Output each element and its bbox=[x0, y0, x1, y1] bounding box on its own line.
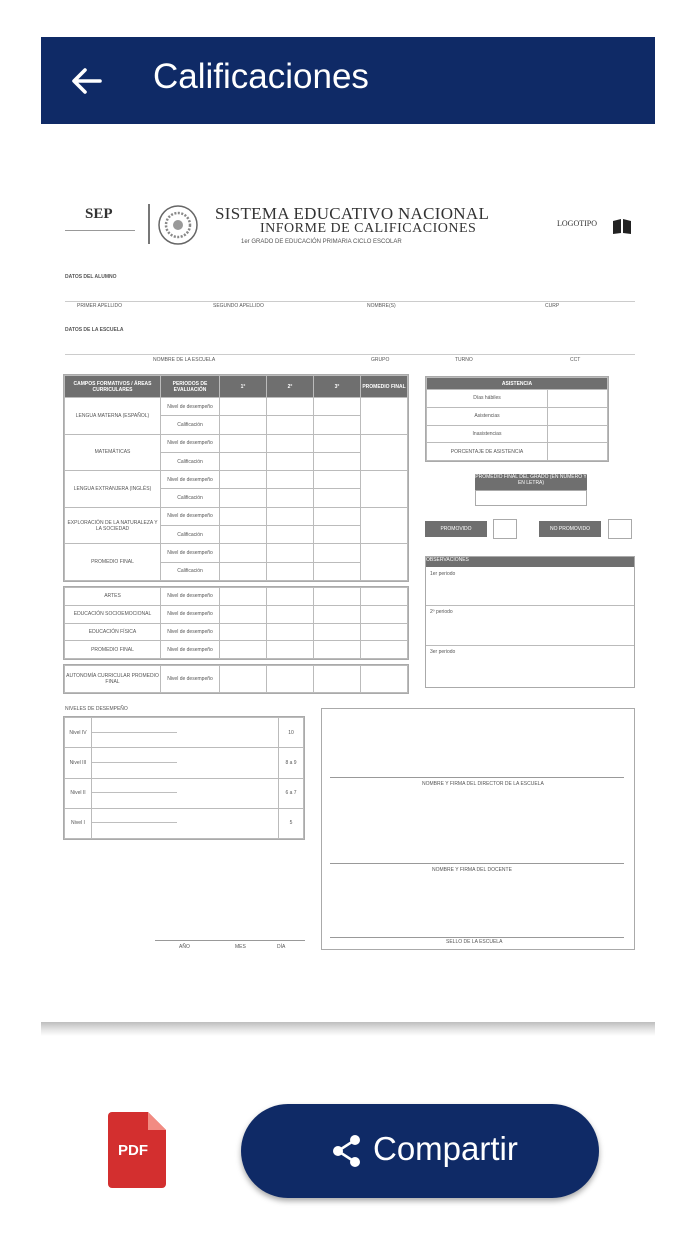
viewer-bottom-shadow bbox=[41, 1022, 655, 1036]
heading-sistema: SISTEMA EDUCATIVO NACIONAL bbox=[215, 204, 490, 223]
performance-title: NIVELES DE DESEMPEÑO bbox=[65, 706, 128, 712]
subject-autonomia: AUTONOMÍA CURRICULAR PROMEDIO FINAL bbox=[65, 666, 161, 693]
row-label: Calificación bbox=[161, 452, 220, 470]
observations-title: OBSERVACIONES bbox=[426, 557, 634, 567]
grades-header-p1: 1° bbox=[220, 376, 267, 398]
share-label: Compartir bbox=[373, 1130, 518, 1167]
heading-grado: 1er GRADO DE EDUCACIÓN PRIMARIA CICLO ESCOLAR bbox=[241, 239, 402, 245]
back-button[interactable] bbox=[67, 61, 107, 101]
alumno-line bbox=[65, 301, 635, 302]
attendance-title: ASISTENCIA bbox=[427, 378, 608, 390]
field-primer-apellido: PRIMER APELLIDO bbox=[77, 303, 123, 309]
subject-matematicas: MATEMÁTICAS bbox=[65, 434, 161, 471]
section-escuela: DATOS DE LA ESCUELA bbox=[65, 327, 124, 333]
personal-social-table bbox=[63, 586, 409, 660]
subject-ingles: LENGUA EXTRANJERA (INGLÉS) bbox=[65, 471, 161, 508]
observations-box bbox=[425, 556, 635, 688]
signature-sello: SELLO DE LA ESCUELA bbox=[446, 939, 503, 945]
grades-header-campos: CAMPOS FORMATIVOS / ÁREAS CURRICULARES bbox=[65, 376, 161, 398]
share-icon bbox=[331, 1134, 363, 1168]
section-alumno: DATOS DEL ALUMNO bbox=[65, 274, 117, 280]
observation-period-2: 2º periodo bbox=[430, 609, 453, 615]
attendance-row: Días hábiles bbox=[427, 390, 548, 408]
row-label: Nivel de desempeño bbox=[161, 623, 220, 641]
field-turno: TURNO bbox=[455, 357, 473, 363]
observation-period-3: 3er periodo bbox=[430, 649, 456, 655]
signature-director: NOMBRE Y FIRMA DEL DIRECTOR DE LA ESCUELA bbox=[422, 781, 544, 787]
grades-header-p2: 2° bbox=[267, 376, 314, 398]
autonomy-table bbox=[63, 664, 409, 694]
field-nombre-escuela: NOMBRE DE LA ESCUELA bbox=[153, 357, 216, 363]
header-divider bbox=[148, 204, 150, 244]
final-average-box bbox=[475, 490, 587, 506]
right-logo: LOGOTIPO bbox=[557, 219, 597, 228]
subject-socioemocional: EDUCACIÓN SOCIOEMOCIONAL bbox=[65, 605, 161, 623]
row-label: Nivel de desempeño bbox=[161, 641, 220, 659]
grades-header-final: PROMEDIO FINAL bbox=[361, 376, 408, 398]
report-card-document bbox=[55, 194, 645, 954]
page-title: Calificaciones bbox=[153, 57, 369, 96]
attendance-row: Asistencias bbox=[427, 407, 548, 425]
grades-header-p3: 3° bbox=[314, 376, 361, 398]
field-nombres: NOMBRE(S) bbox=[367, 303, 396, 309]
row-label: Nivel de desempeño bbox=[161, 588, 220, 606]
observation-separator bbox=[426, 605, 634, 606]
subject-exploracion: EXPLORACIÓN DE LA NATURALEZA Y LA SOCIEDAD bbox=[65, 507, 161, 544]
performance-table: Nivel IV ————————————————— 10 Nivel III ————————————————— 8 a 9 Nivel II ————————————————— 6 a 7 Nivel I ————————————————— 5 bbox=[63, 716, 305, 840]
row-label: Nivel de desempeño bbox=[161, 434, 220, 452]
grades-table bbox=[63, 374, 409, 582]
level-name: Nivel II bbox=[65, 778, 92, 808]
grades-header-periodos: PERIODOS DE EVALUACIÓN bbox=[161, 376, 220, 398]
promovido-label: PROMOVIDO bbox=[425, 521, 487, 537]
attendance-table bbox=[425, 376, 609, 462]
row-label: Calificación bbox=[161, 416, 220, 434]
sep-logo: SEP bbox=[85, 206, 113, 222]
level-range: 10 bbox=[279, 718, 304, 748]
subject-artes: ARTES bbox=[65, 588, 161, 606]
pdf-button[interactable] bbox=[108, 1112, 166, 1188]
level-range: 6 a 7 bbox=[279, 778, 304, 808]
field-curp: CURP bbox=[545, 303, 560, 309]
field-segundo-apellido: SEGUNDO APELLIDO bbox=[213, 303, 264, 309]
subject-lengua: LENGUA MATERNA (ESPAÑOL) bbox=[65, 398, 161, 435]
attendance-row: Inasistencias bbox=[427, 425, 548, 443]
row-label: Nivel de desempeño bbox=[161, 507, 220, 525]
seal-icon bbox=[157, 204, 199, 246]
subject-promedio: PROMEDIO FINAL bbox=[65, 544, 161, 581]
field-cct: CCT bbox=[570, 357, 581, 363]
signature-line bbox=[330, 777, 624, 778]
signature-line bbox=[330, 937, 624, 938]
level-range: 8 a 9 bbox=[279, 748, 304, 778]
book-icon bbox=[612, 217, 632, 235]
level-name: Nivel I bbox=[65, 808, 92, 838]
row-label: Nivel de desempeño bbox=[161, 666, 220, 693]
sep-logo-underline bbox=[65, 230, 135, 231]
no-promovido-label: NO PROMOVIDO bbox=[539, 521, 601, 537]
observation-period-1: 1er periodo bbox=[430, 571, 456, 577]
share-button[interactable] bbox=[241, 1104, 599, 1198]
row-label: Nivel de desempeño bbox=[161, 471, 220, 489]
heading-informe: INFORME DE CALIFICACIONES bbox=[260, 221, 477, 236]
row-label: Calificación bbox=[161, 562, 220, 580]
subject-promedio-2: PROMEDIO FINAL bbox=[65, 641, 161, 659]
date-month: MES bbox=[235, 944, 246, 950]
attendance-row: PORCENTAJE DE ASISTENCIA bbox=[427, 443, 548, 461]
escuela-line bbox=[65, 354, 635, 355]
row-label: Nivel de desempeño bbox=[161, 544, 220, 562]
signature-line bbox=[330, 863, 624, 864]
observation-separator bbox=[426, 645, 634, 646]
date-year: AÑO bbox=[179, 944, 190, 950]
row-label: Calificación bbox=[161, 526, 220, 544]
arrow-left-icon bbox=[67, 61, 107, 101]
date-day: DÍA bbox=[277, 944, 286, 950]
signature-panel bbox=[321, 708, 635, 950]
promovido-checkbox bbox=[493, 519, 517, 539]
field-grupo: GRUPO bbox=[371, 357, 390, 363]
date-line bbox=[155, 940, 305, 941]
signature-docente: NOMBRE Y FIRMA DEL DOCENTE bbox=[432, 867, 512, 873]
row-label: Nivel de desempeño bbox=[161, 605, 220, 623]
level-name: Nivel III bbox=[65, 748, 92, 778]
subject-fisica: EDUCACIÓN FÍSICA bbox=[65, 623, 161, 641]
level-name: Nivel IV bbox=[65, 718, 92, 748]
final-average-label: PROMEDIO FINAL DEL GRADO (EN NÚMERO Y EN LETRA) bbox=[475, 474, 587, 490]
document-viewer[interactable] bbox=[41, 124, 655, 1030]
row-label: Nivel de desempeño bbox=[161, 398, 220, 416]
level-range: 5 bbox=[279, 808, 304, 838]
row-label: Calificación bbox=[161, 489, 220, 507]
app-bar bbox=[41, 37, 655, 124]
pdf-label: PDF bbox=[118, 1142, 148, 1159]
no-promovido-checkbox bbox=[608, 519, 632, 539]
